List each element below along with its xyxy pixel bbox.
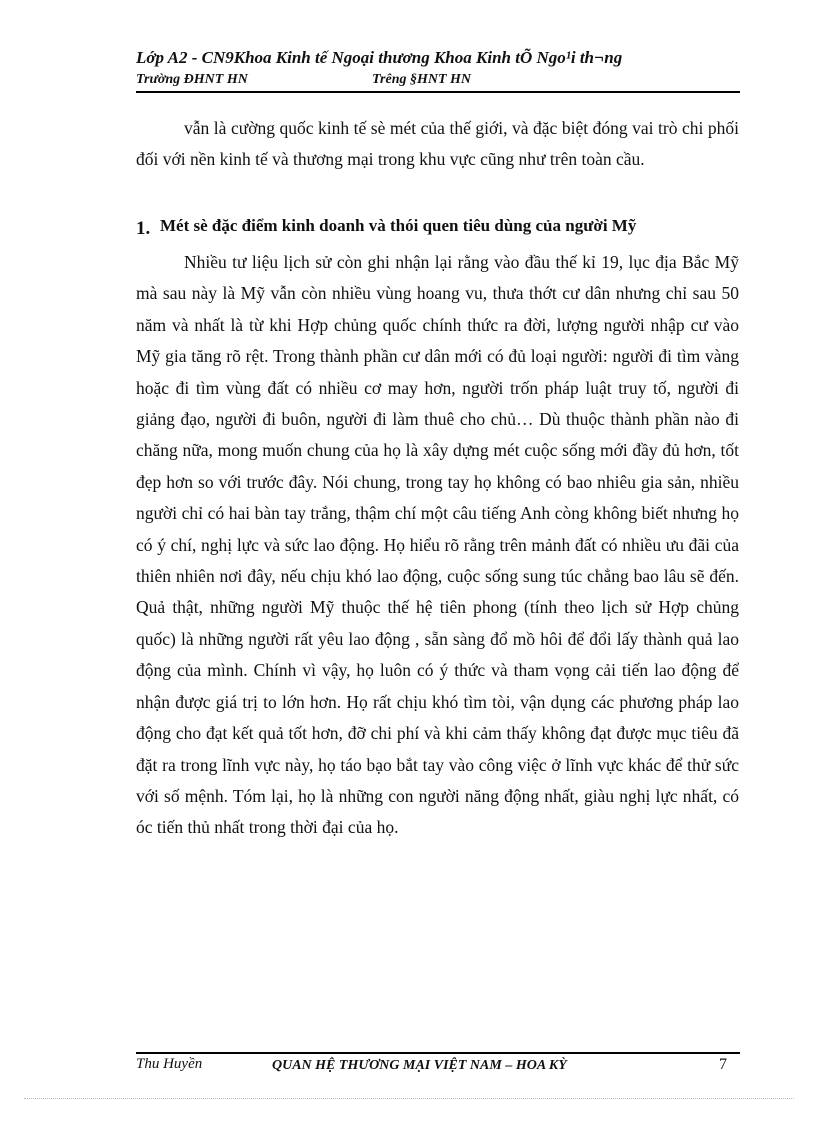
footer-divider <box>136 1052 740 1054</box>
page-bottom-border <box>24 1098 794 1099</box>
footer-document-title: QUAN HỆ THƯƠNG MẠI VIỆT NAM – HOA KỲ <box>272 1058 567 1073</box>
header-title: Lớp A2 - CN9Khoa Kinh tế Ngoại thương Khoa Kinh tÕ Ngo¹i th¬ng <box>136 48 623 67</box>
section-number: 1. <box>136 218 151 239</box>
page-number: 7 <box>719 1056 727 1073</box>
section-heading <box>136 216 636 240</box>
header-school-name: Trường ĐHNT HN <box>136 72 248 87</box>
paragraph-intro: vẫn là cường quốc kinh tế sè mét của thế giới, và đặc biệt đóng vai trò chi phối đối với nền kinh tế và thương mại trong khu vực cũng như trên toàn cầu. <box>136 118 739 170</box>
header-divider <box>136 91 740 93</box>
header-school-name-legacy: Trêng §HNT HN <box>372 72 472 87</box>
section-title: Mét sè đặc điểm kinh doanh và thói quen tiêu dùng của người Mỹ <box>160 216 637 235</box>
footer-author: Thu Huyền <box>136 1056 203 1072</box>
paragraph-main: Nhiều tư liệu lịch sử còn ghi nhận lại rằng vào đầu thế kỉ 19, lục địa Bắc Mỹ mà sau này là Mỹ vẫn còn nhiều vùng hoang vu, thưa thớt cư dân nhưng chỉ sau 50 năm và nhất là từ khi Hợp chủng quốc chính thức ra đời, lượng người nhập cư vào Mỹ gia tăng rõ rệt. Trong thành phần cư dân mới có đủ loại người: người đi tìm vàng hoặc đi tìm vùng đất có nhiều cơ may hơn, người trốn pháp luật truy tố, người đi giảng đạo, người đi buôn, người đi làm thuê cho chủ… Dù thuộc thành phần nào đi chăng nữa, mong muốn chung của họ là xây dựng mét cuộc sống mới đầy đủ hơn, tốt đẹp hơn so với trước đây. Nói chung, trong tay họ không có bao nhiêu gia sản, nhiều người chỉ có hai bàn tay trắng, thậm chí một câu tiếng Anh còng không biết nhưng họ có ý chí, nghị lực và sức lao động. Họ hiểu rõ rằng trên mảnh đất có nhiều ưu đãi của thiên nhiên nơi đây, nếu chịu khó lao động, cuộc sống sung túc chẳng bao lâu sẽ đến. Quả thật, những người Mỹ thuộc thế hệ tiên phong (tính theo lịch sử Hợp chủng quốc) là những người rất yêu lao động , sẵn sàng đổ mồ hôi để đổi lấy thành quả lao động của mình. Chính vì vậy, họ luôn có ý thức và tham vọng cải tiến lao động để nhận được giá trị to lớn hơn. Họ rất chịu khó tìm tòi, vận dụng các phương pháp lao động cho đạt kết quả tốt hơn, đỡ chi phí và khi cảm thấy không đạt được mục tiêu đã đặt ra trong lĩnh vực này, họ táo bạo bắt tay vào công việc ở lĩnh vực khác để thử sức với số mệnh. Tóm lại, họ là những con người năng động nhất, giàu nghị lực nhất, có óc tiến thủ nhất trong thời đại của họ. <box>136 252 739 838</box>
header-subtitle <box>136 72 472 88</box>
